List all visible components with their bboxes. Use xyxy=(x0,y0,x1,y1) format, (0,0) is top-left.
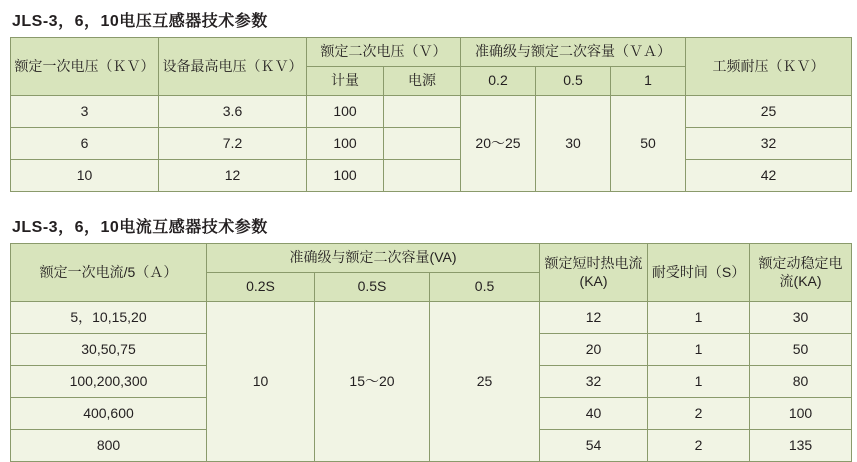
cell-thermal-current: 54 xyxy=(540,430,648,462)
header-primary-voltage: 额定一次电压（ＫＶ） xyxy=(11,38,159,96)
cell-withstand: 42 xyxy=(686,160,852,192)
cell-withstand-time: 2 xyxy=(648,430,750,462)
header-power-frequency-withstand: 工频耐压（ＫＶ） xyxy=(686,38,852,96)
header-secondary-voltage: 额定二次电压（Ｖ） xyxy=(307,38,461,67)
table-row xyxy=(11,302,852,334)
header-primary-current: 额定一次电流/5（Ａ） xyxy=(11,244,207,302)
subheader-accuracy-1: 1 xyxy=(611,67,686,96)
cell-primary-voltage: 6 xyxy=(11,128,159,160)
cell-withstand: 25 xyxy=(686,96,852,128)
cell-metering: 100 xyxy=(307,128,384,160)
subheader-metering: 计量 xyxy=(307,67,384,96)
cell-dynamic-current: 50 xyxy=(750,334,852,366)
cell-supply xyxy=(384,160,461,192)
header-dynamic-stability-current: 额定动稳定电流(KA) xyxy=(750,244,852,302)
cell-primary-current: 30,50,75 xyxy=(11,334,207,366)
subheader-accuracy-05: 0.5 xyxy=(536,67,611,96)
cell-withstand: 32 xyxy=(686,128,852,160)
cell-primary-current: 100,200,300 xyxy=(11,366,207,398)
cell-withstand-time: 1 xyxy=(648,366,750,398)
voltage-transformer-table xyxy=(10,37,852,192)
header-accuracy-capacity: 准确级与额定二次容量（ＶＡ） xyxy=(461,38,686,67)
cell-primary-voltage: 10 xyxy=(11,160,159,192)
subheader-accuracy-02: 0.2 xyxy=(461,67,536,96)
cell-dynamic-current: 135 xyxy=(750,430,852,462)
cell-thermal-current: 40 xyxy=(540,398,648,430)
cell-dynamic-current: 30 xyxy=(750,302,852,334)
cell-primary-current: 400,600 xyxy=(11,398,207,430)
header-short-time-thermal-current: 额定短时热电流(KA) xyxy=(540,244,648,302)
table-row xyxy=(11,96,852,128)
cell-withstand-time: 1 xyxy=(648,334,750,366)
table1-title: JLS-3，6，10电压互感器技术参数 xyxy=(12,13,268,30)
subheader-supply: 电源 xyxy=(384,67,461,96)
header-accuracy-capacity: 准确级与额定二次容量(VA) xyxy=(207,244,540,273)
subheader-accuracy-05: 0.5 xyxy=(430,273,540,302)
header-withstand-time: 耐受时间（S） xyxy=(648,244,750,302)
table2-title: JLS-3，6，10电流互感器技术参数 xyxy=(12,219,268,236)
table-row xyxy=(11,128,852,160)
cell-supply xyxy=(384,96,461,128)
cell-max-voltage: 7.2 xyxy=(159,128,307,160)
cell-max-voltage: 12 xyxy=(159,160,307,192)
cell-max-voltage: 3.6 xyxy=(159,96,307,128)
cell-thermal-current: 20 xyxy=(540,334,648,366)
cell-accuracy-05: 25 xyxy=(430,302,540,462)
cell-metering: 100 xyxy=(307,160,384,192)
cell-dynamic-current: 80 xyxy=(750,366,852,398)
cell-accuracy-05s: 15～20 xyxy=(315,302,430,462)
current-transformer-table xyxy=(10,243,852,462)
subheader-accuracy-02s: 0.2S xyxy=(207,273,315,302)
cell-withstand-time: 2 xyxy=(648,398,750,430)
cell-accuracy-05: 30 xyxy=(536,96,611,192)
table-header-row xyxy=(11,38,852,67)
cell-primary-voltage: 3 xyxy=(11,96,159,128)
cell-supply xyxy=(384,128,461,160)
cell-dynamic-current: 100 xyxy=(750,398,852,430)
cell-withstand-time: 1 xyxy=(648,302,750,334)
cell-thermal-current: 32 xyxy=(540,366,648,398)
cell-accuracy-02: 20～25 xyxy=(461,96,536,192)
cell-accuracy-02s: 10 xyxy=(207,302,315,462)
cell-thermal-current: 12 xyxy=(540,302,648,334)
cell-primary-current: 800 xyxy=(11,430,207,462)
table-row xyxy=(11,160,852,192)
cell-primary-current: 5，10,15,20 xyxy=(11,302,207,334)
cell-metering: 100 xyxy=(307,96,384,128)
subheader-accuracy-05s: 0.5S xyxy=(315,273,430,302)
cell-accuracy-1: 50 xyxy=(611,96,686,192)
table-header-row xyxy=(11,244,852,273)
header-max-equipment-voltage: 设备最高电压（ＫＶ） xyxy=(159,38,307,96)
